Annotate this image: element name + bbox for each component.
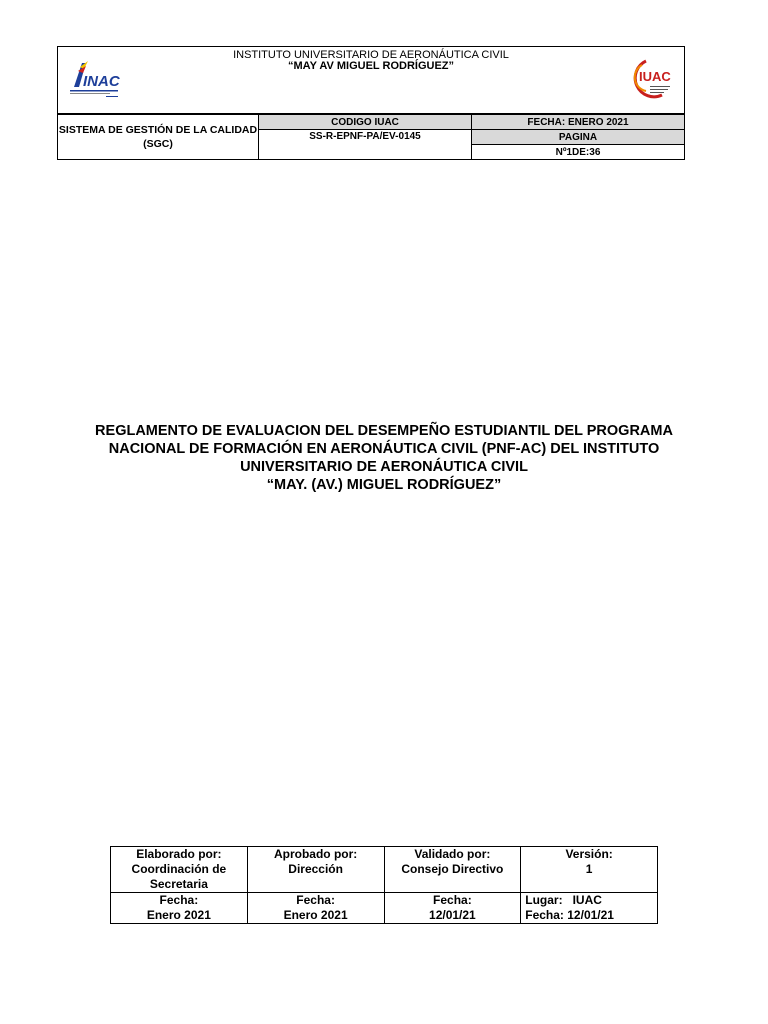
elaborated-date-cell (111, 893, 248, 924)
iuac-logo-text: IUAC (639, 69, 671, 84)
iuac-logo (632, 55, 676, 103)
elaborated-label: Elaborado por: (136, 847, 222, 861)
place-line: Lugar: IUAC (525, 893, 602, 907)
approved-date-cell (247, 893, 384, 924)
code-value: SS-R-EPNF-PA/EV-0145 (259, 130, 472, 160)
document-control-table (57, 114, 685, 160)
date-label: Fecha: (159, 893, 199, 907)
date-label: FECHA: ENERO 2021 (472, 115, 685, 130)
date-value: Enero 2021 (146, 908, 211, 922)
approval-table (110, 846, 658, 924)
date-value: Enero 2021 (283, 908, 348, 922)
validated-by-cell (384, 847, 521, 893)
elaborated-value: Coordinación de (131, 862, 227, 876)
institute-name: INSTITUTO UNIVERSITARIO DE AERONÁUTICA CIVIL (233, 49, 509, 61)
elaborated-value: Secretaria (149, 877, 208, 891)
version-label: Versión: (565, 847, 613, 861)
validated-date-cell (384, 893, 521, 924)
page-value: Nº1DE:36 (472, 145, 685, 160)
title-line: “MAY. (AV.) MIGUEL RODRÍGUEZ” (266, 477, 502, 493)
date-value: 12/01/21 (429, 908, 476, 922)
document-title (60, 422, 708, 494)
place-date-cell (521, 893, 658, 924)
version-value: 1 (585, 862, 593, 876)
title-line: REGLAMENTO DE EVALUACION DEL DESEMPEÑO ESTUDIANTIL DEL PROGRAMA (95, 423, 673, 439)
date-label: Fecha: (296, 893, 335, 907)
approved-value: Dirección (288, 862, 343, 876)
elaborated-by-cell (111, 847, 248, 893)
quality-system-cell: SISTEMA DE GESTIÓN DE LA CALIDAD (SGC) (58, 115, 259, 160)
title-line: NACIONAL DE FORMACIÓN EN AERONÁUTICA CIVIL (PNF-AC) DEL INSTITUTO (108, 441, 660, 457)
validated-label: Validado por: (414, 847, 491, 861)
validated-value: Consejo Directivo (401, 862, 504, 876)
code-label: CODIGO IUAC (259, 115, 472, 130)
page-label: PAGINA (472, 130, 685, 145)
place-date-line: Fecha: 12/01/21 (525, 908, 614, 922)
inac-logo (68, 57, 122, 101)
approved-label: Aprobado por: (273, 847, 358, 861)
approved-by-cell (247, 847, 384, 893)
inac-logo-text: INAC (83, 73, 120, 90)
date-label: Fecha: (433, 893, 472, 907)
version-cell (521, 847, 658, 893)
document-header (57, 46, 685, 114)
title-line: UNIVERSITARIO DE AERONÁUTICA CIVIL (240, 459, 528, 475)
institute-honoree: “MAY AV MIGUEL RODRÍGUEZ” (287, 60, 455, 72)
